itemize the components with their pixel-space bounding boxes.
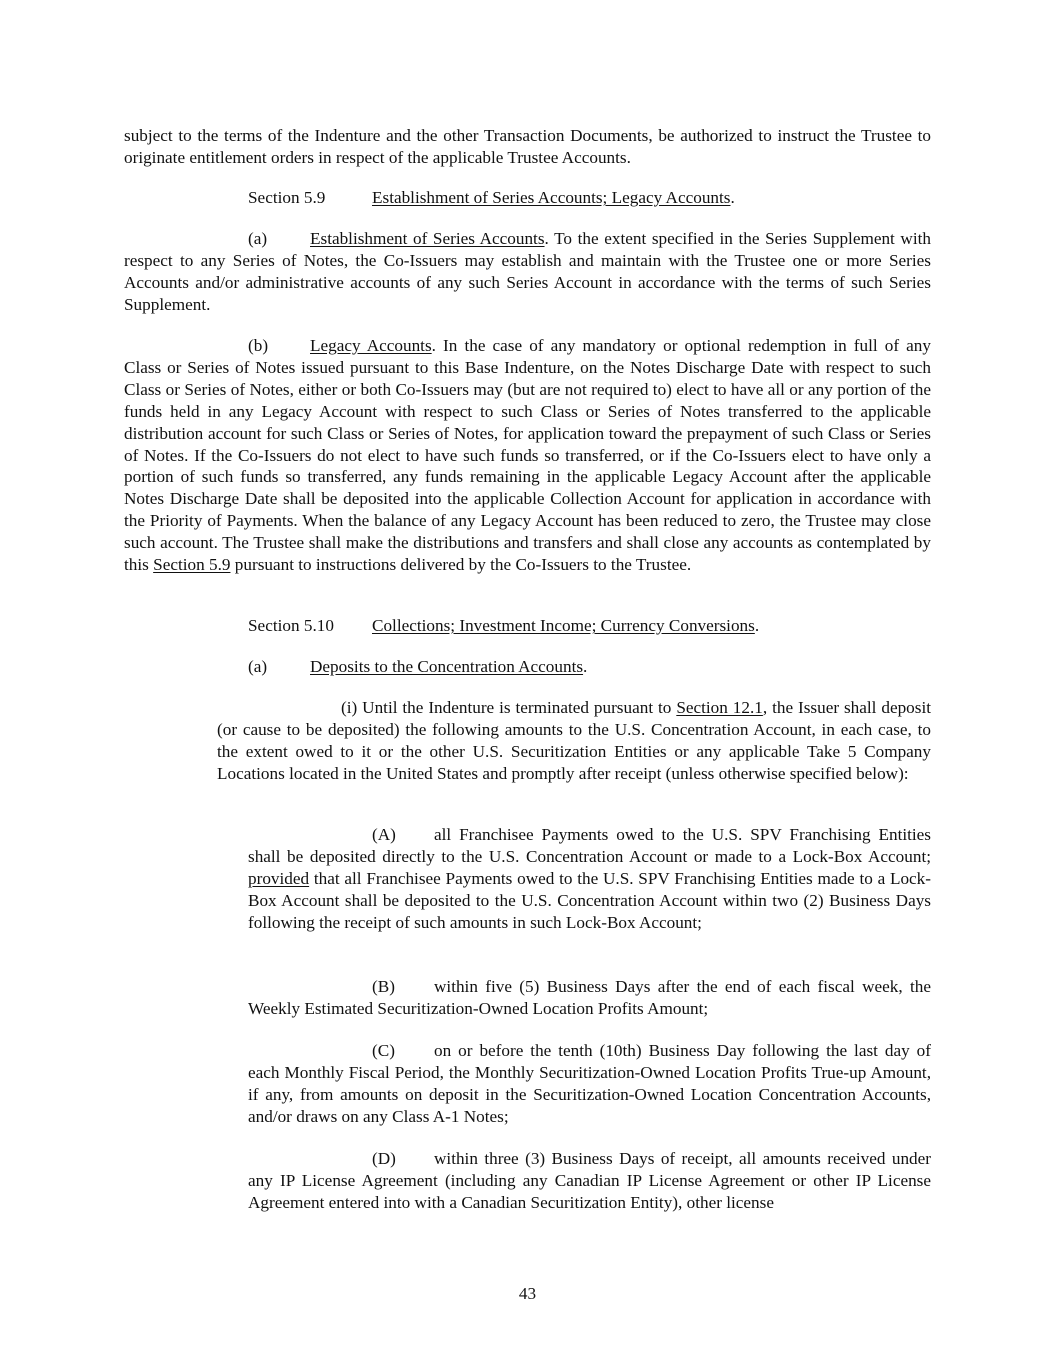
clause-B-paragraph — [248, 976, 931, 1020]
clause-A-paragraph — [248, 824, 931, 934]
subsection-label: (a) — [248, 657, 268, 676]
subsection-title: Legacy Accounts — [310, 336, 432, 355]
section-5-9-heading — [248, 187, 735, 209]
subsection-label: (b) — [248, 336, 269, 355]
subsection-title: Deposits to the Concentration Accounts — [310, 657, 584, 676]
section-number: Section 5.9 — [248, 188, 326, 207]
page-number: 43 — [518, 1284, 537, 1303]
clause-text: all Franchisee Payments owed to the U.S. SPV Franchising Entities shall be deposited directly to the U.S. Concentration Account or made to a Lock-Box Account; — [248, 825, 931, 866]
section-title-punct: . — [730, 188, 735, 207]
section-title: Establishment of Series Accounts; Legacy Accounts — [372, 188, 731, 207]
section-5-10-a-heading — [248, 656, 587, 678]
clause-text-cont: , the Issuer shall deposit (or cause to be deposited) the following amounts to the U.S. Concentration Account, in each case, to the extent owed to it or the other U.S. Securitization Entities or any applicable Take 5 Company Locations located in the United States and promptly after receipt (unless otherwise specified below): — [217, 698, 932, 783]
section-number: Section 5.10 — [248, 616, 334, 635]
section-5-9-b-paragraph — [124, 335, 931, 576]
continuation-paragraph — [124, 125, 931, 169]
clause-text: Until the Indenture is terminated pursuant to — [362, 698, 677, 717]
clause-label: (C) — [372, 1041, 395, 1060]
clause-text: within three (3) Business Days of receipt, all amounts received under any IP License Agreement (including any Canadian IP License Agreement or other IP License Agreement entered into with a Canadian Securitization Entity), other license — [248, 1149, 931, 1212]
section-5-10-heading — [248, 615, 759, 637]
subsection-label: (a) — [248, 229, 268, 248]
clause-label: (A) — [372, 825, 396, 844]
section-title: Collections; Investment Income; Currency Conversions — [372, 616, 755, 635]
clause-text: on or before the tenth (10th) Business Day following the last day of each Monthly Fiscal Period, the Monthly Securitization-Owned Location Profits True-up Amount, if any, from amounts on deposit in the Securitization-Owned Location Concentration Accounts, and/or draws on any Class A-1 Notes; — [248, 1041, 931, 1126]
clause-i-paragraph — [217, 697, 931, 785]
clause-text-cont: that all Franchisee Payments owed to the U.S. SPV Franchising Entities made to a Lock-Box Account shall be deposited to the U.S. Concentration Account within two (2) Business Days following the receipt of such amounts in such Lock-Box Account; — [248, 868, 931, 932]
continuation-text: subject to the terms of the Indenture and the other Transaction Documents, be authorized to instruct the Trustee to originate entitlement orders in respect of the applicable Trustee Accounts. — [124, 126, 931, 167]
subsection-tail: pursuant to instructions delivered by the Co-Issuers to the Trustee. — [230, 555, 692, 575]
subsection-title-punct: . — [583, 657, 588, 676]
subsection-text: . To the extent specified in the Series Supplement with respect to any Series of Notes, the Co-Issuers may establish and maintain with the Trustee one or more Series Accounts and/or administrative accounts of any such Series Account in accordance with the terms of such Series Supplement. — [124, 229, 931, 314]
subsection-text: . In the case of any mandatory or optional redemption in full of any Class or Series of Notes issued pursuant to this Base Indenture, on the Notes Discharge Date with respect to such Class or Series of Notes, either or both Co-Issuers may (but are not required to) elect to have all or any portion of the funds held in any Legacy Account with respect to such Class or Series of Notes transferred to the applicable distribution account for such Class or Series of Notes, for application toward the prepayment of such Class or Series of Notes. If the Co-Issuers do not elect to have such funds so transferred, or if the Co-Issuers elect to have only a portion of such funds so transferred, any funds remaining in the applicable Legacy Account after the applicable Notes Discharge Date shall be deposited into the applicable Collection Account for application in accordance with the Priority of Payments. When the balance of any Legacy Account has been reduced to zero, the Trustee may close such account. The Trustee shall make the distributions and transfers and shall close any accounts as contemplated by this — [124, 336, 931, 575]
clause-label: (D) — [372, 1149, 396, 1168]
section-title-punct: . — [754, 616, 760, 635]
provided-term: provided — [248, 868, 310, 888]
section-5-9-a-paragraph — [124, 228, 931, 316]
clause-label: (B) — [372, 977, 395, 996]
clause-C-paragraph — [248, 1040, 931, 1128]
subsection-title: Establishment of Series Accounts — [310, 229, 545, 248]
section-reference: Section 5.9 — [153, 555, 231, 575]
clause-text: within five (5) Business Days after the end of each fiscal week, the Weekly Estimated Securitization-Owned Location Profits Amount; — [248, 977, 931, 1018]
clause-label: (i) — [341, 698, 358, 717]
section-reference: Section 12.1 — [676, 698, 763, 717]
clause-D-paragraph — [248, 1148, 931, 1214]
